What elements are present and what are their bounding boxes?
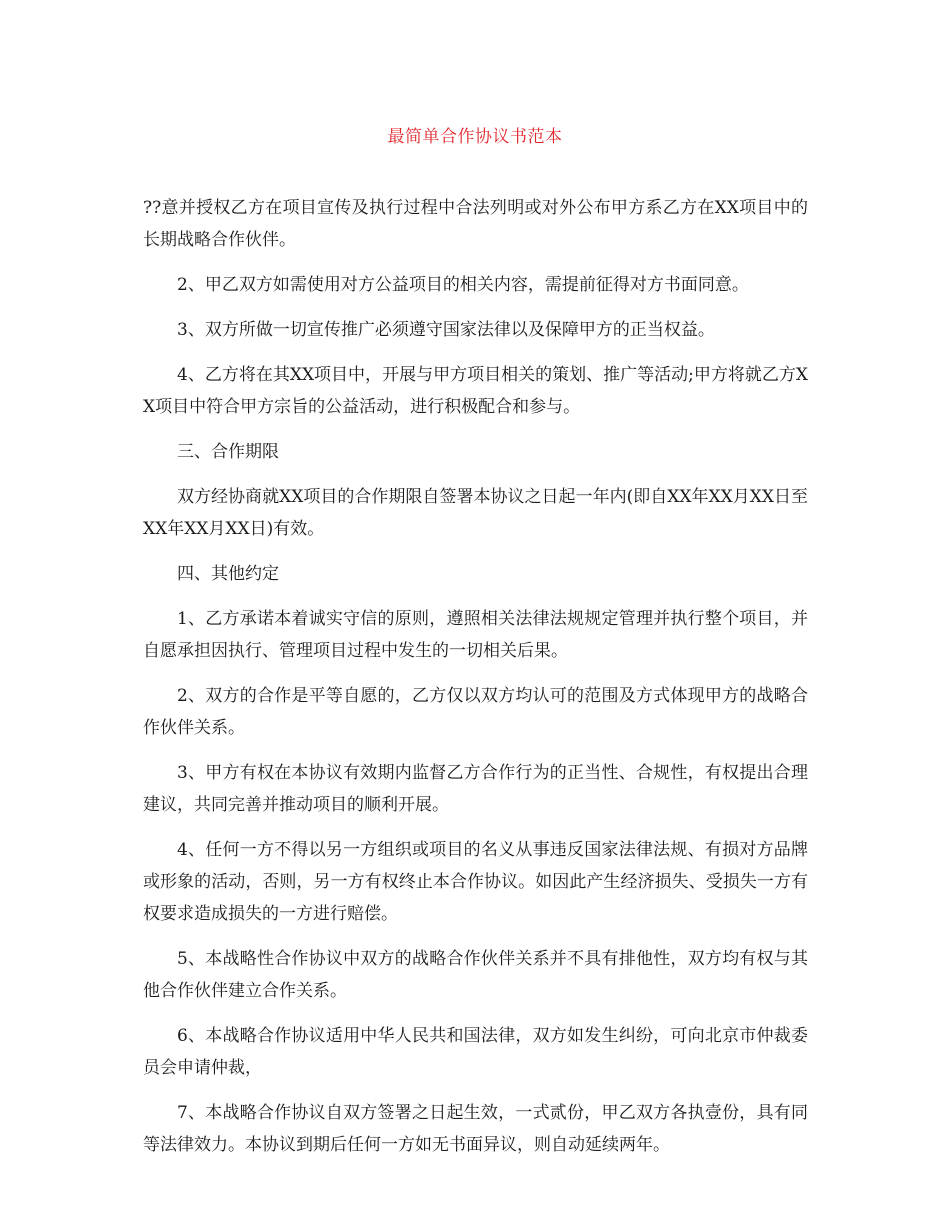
paragraph-9: 2、双方的合作是平等自愿的，乙方仅以双方均认可的范围及方式体现甲方的战略合作伙伴关系。 bbox=[143, 686, 808, 738]
paragraph-12: 5、本战略性合作协议中双方的战略合作伙伴关系并不具有排他性，双方均有权与其他合作伙伴建立合作关系。 bbox=[143, 949, 808, 1001]
document-body bbox=[143, 192, 808, 1174]
paragraph-2: 2、甲乙双方如需使用对方公益项目的相关内容，需提前征得对方书面同意。 bbox=[177, 275, 749, 295]
paragraph-11: 4、任何一方不得以另一方组织或项目的名义从事违反国家法律法规、有损对方品牌或形象的活动，否则，另一方有权终止本合作协议。如因此产生经济损失、受损失一方有权要求造成损失的一方进行赔偿。 bbox=[143, 840, 808, 924]
paragraph-14: 7、本战略合作协议自双方签署之日起生效，一式贰份，甲乙双方各执壹份，具有同等法律效力。本协议到期后任何一方如无书面异议，则自动延续两年。 bbox=[143, 1103, 808, 1155]
paragraph-6: 双方经协商就XX项目的合作期限自签署本协议之日起一年内(即自XX年XX月XX日至XX年XX月XX日)有效。 bbox=[143, 487, 808, 539]
paragraph-8: 1、乙方承诺本着诚实守信的原则，遵照相关法律法规规定管理并执行整个项目，并自愿承担因执行、管理项目过程中发生的一切相关后果。 bbox=[143, 609, 808, 661]
document-title: 最简单合作协议书范本 bbox=[387, 127, 563, 147]
paragraph-4: 4、乙方将在其XX项目中，开展与甲方项目相关的策划、推广等活动;甲方将就乙方XX项目中符合甲方宗旨的公益活动，进行积极配合和参与。 bbox=[143, 365, 808, 417]
paragraph-10: 3、甲方有权在本协议有效期内监督乙方合作行为的正当性、合规性，有权提出合理建议，共同完善并推动项目的顺利开展。 bbox=[143, 763, 808, 815]
section-heading-cooperation-term: 三、合作期限 bbox=[177, 442, 279, 462]
paragraph-1: ??意并授权乙方在项目宣传及执行过程中合法列明或对外公布甲方系乙方在XX项目中的长期战略合作伙伴。 bbox=[143, 198, 808, 250]
section-heading-other-terms: 四、其他约定 bbox=[177, 564, 279, 584]
paragraph-3: 3、双方所做一切宣传推广必须遵守国家法律以及保障甲方的正当权益。 bbox=[177, 320, 715, 340]
paragraph-13: 6、本战略合作协议适用中华人民共和国法律，双方如发生纠纷，可向北京市仲裁委员会申请仲裁， bbox=[143, 1026, 808, 1078]
